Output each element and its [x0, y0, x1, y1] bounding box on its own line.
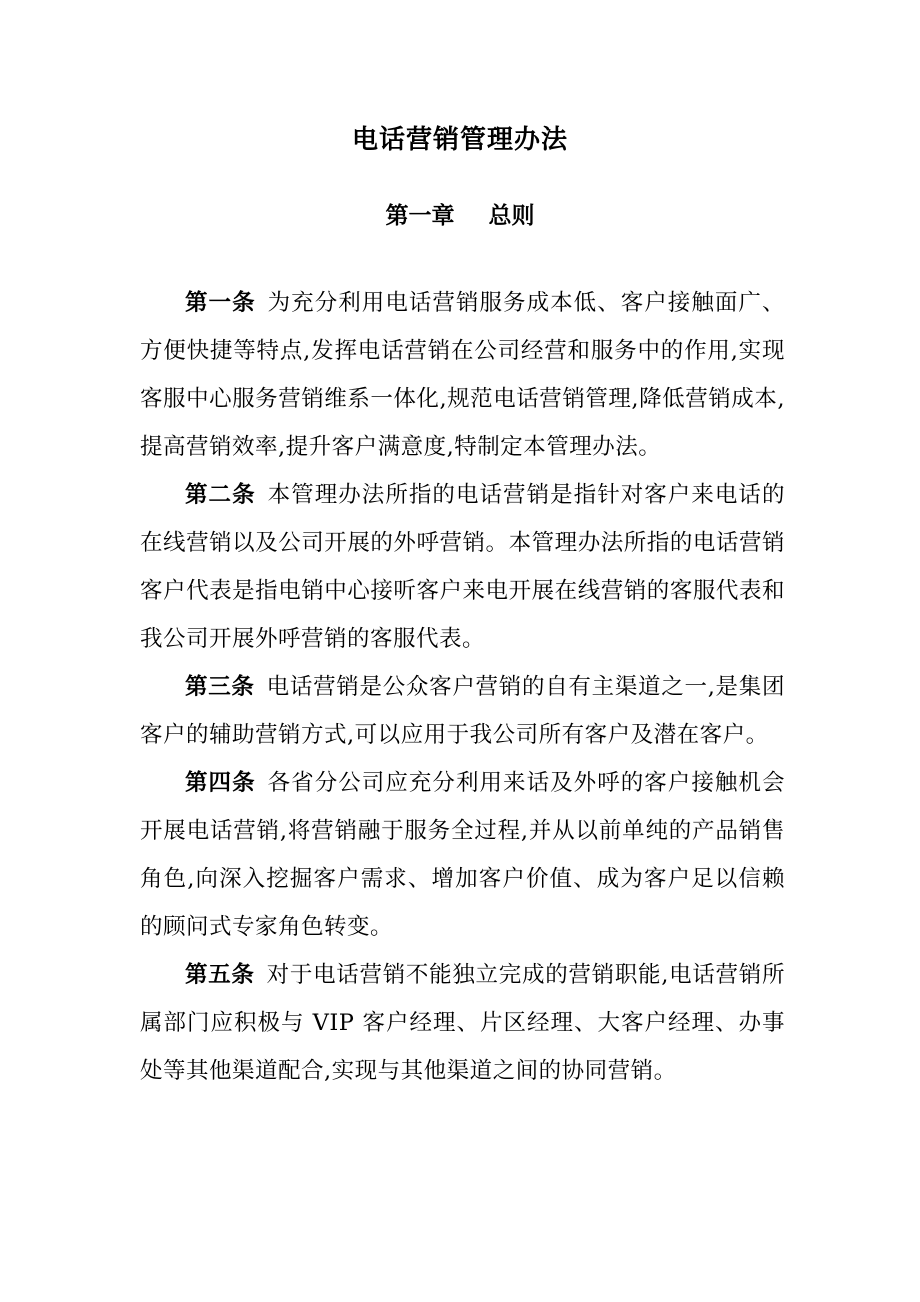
document-title: 电话营销管理办法	[351, 125, 568, 155]
article-label: 第五条	[185, 962, 255, 988]
article-label: 第三条	[185, 674, 255, 700]
article-text: 各省分公司应充分利用来话及外呼的客户接触机会开展电话营销,将营销融于服务全过程,并从以前单纯的产品销售角色,向深入挖掘客户需求、增加客户价值、成为客户足以信赖的顾问式专家角色转变。	[140, 770, 785, 940]
article-text: 为充分利用电话营销服务成本低、客户接触面广、方便快捷等特点,发挥电话营销在公司经营和服务中的作用,实现客服中心服务营销维系一体化,规范电话营销管理,降低营销成本,提高营销效率,提升客户满意度,特制定本管理办法。	[140, 290, 785, 460]
article-text: 对于电话营销不能独立完成的营销职能,电话营销所属部门应积极与 VIP 客户经理、片区经理、大客户经理、办事处等其他渠道配合,实现与其他渠道之间的协同营销。	[140, 962, 785, 1084]
article-1	[140, 279, 785, 471]
article-2	[140, 471, 785, 663]
article-5	[140, 951, 785, 1095]
article-text: 电话营销是公众客户营销的自有主渠道之一,是集团客户的辅助营销方式,可以应用于我公司所有客户及潜在客户。	[140, 674, 785, 748]
article-label: 第二条	[185, 482, 256, 508]
chapter-heading	[0, 194, 920, 238]
article-text: 本管理办法所指的电话营销是指针对客户来电话的在线营销以及公司开展的外呼营销。本管理办法所指的电话营销客户代表是指电销中心接听客户来电开展在线营销的客服代表和我公司开展外呼营销的客服代表。	[140, 482, 785, 652]
article-label: 第一条	[185, 290, 256, 316]
article-3	[140, 663, 785, 759]
chapter-name: 总则	[488, 203, 535, 229]
document-body	[140, 279, 785, 1095]
article-label: 第四条	[185, 770, 256, 796]
article-4	[140, 759, 785, 951]
chapter-number: 第一章	[385, 203, 455, 229]
